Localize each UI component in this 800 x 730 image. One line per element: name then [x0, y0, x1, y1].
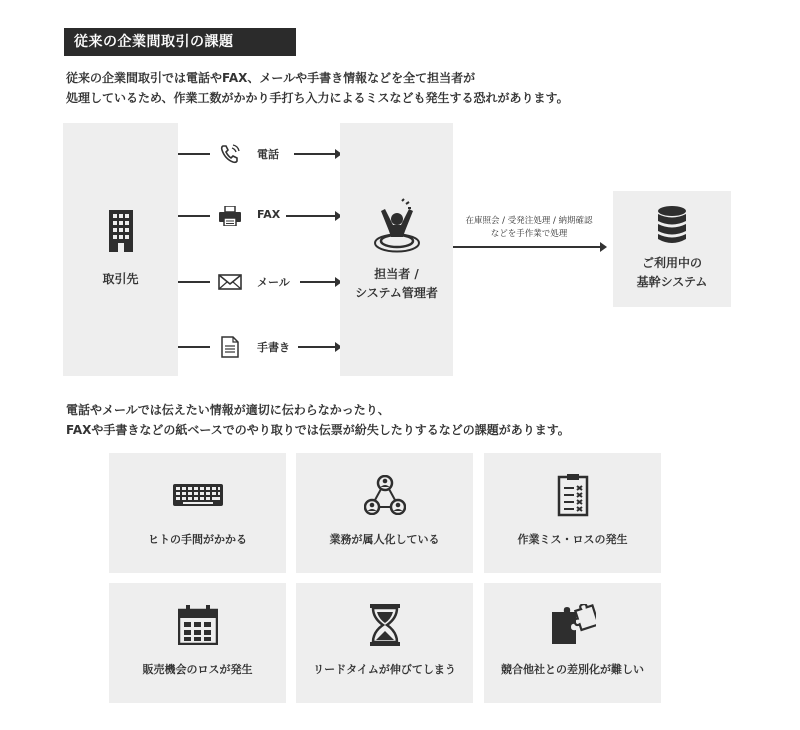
intro-line-1: 従来の企業間取引では電話やFAX、メールや手書き情報などを全て担当者が — [66, 71, 476, 85]
connector-line — [178, 281, 210, 283]
issue-card — [109, 583, 286, 703]
arrow-right — [294, 153, 340, 155]
staff-label-1: 担当者 / — [374, 266, 419, 281]
section-heading: 従来の企業間取引の課題 — [64, 28, 296, 56]
database-icon — [657, 206, 687, 244]
staff-box — [340, 123, 453, 376]
channel-handwritten — [178, 337, 340, 357]
intro-line-2: 処理しているため、作業工数がかかり手打ち入力によるミスなども発生する恐れがあります。 — [66, 91, 569, 105]
issue-card — [296, 453, 473, 573]
mail-icon — [218, 272, 242, 292]
issue-label: リードタイムが伸びてしまう — [313, 663, 456, 676]
mid-line-1: 電話やメールでは伝えたい情報が適切に伝わらなかったり、 — [66, 403, 390, 417]
issue-card — [296, 583, 473, 703]
calendar-icon — [178, 603, 218, 647]
connector-line — [178, 346, 210, 348]
channel-fax — [178, 206, 340, 226]
checklist-icon — [557, 473, 589, 517]
channel-label: 手書き — [257, 341, 290, 354]
process-label — [453, 215, 605, 241]
hourglass-icon — [370, 603, 400, 647]
mid-line-2: FAXや手書きなどの紙ベースでのやり取りでは伝票が紛失したりするなどの課題があります。 — [66, 423, 570, 437]
arrow-right — [286, 215, 340, 217]
client-box — [63, 123, 178, 376]
issue-label: 作業ミス・ロスの発生 — [517, 533, 628, 546]
connector-line — [178, 153, 210, 155]
system-box — [613, 191, 731, 307]
channel-label: FAX — [257, 208, 281, 221]
channel-mail — [178, 272, 340, 292]
issue-label: 販売機会のロスが発生 — [142, 663, 253, 676]
channel-phone — [178, 144, 340, 164]
people-network-icon — [364, 473, 406, 517]
process-line-1: 在庫照会 / 受発注処理 / 納期確認 — [465, 216, 593, 226]
issue-label: 業務が属人化している — [329, 533, 440, 546]
issue-label: 競合他社との差別化が難しい — [501, 663, 644, 676]
document-icon — [218, 337, 242, 357]
connector-line — [178, 215, 210, 217]
issue-label: ヒトの手間がかかる — [148, 533, 247, 546]
staff-label-2: システム管理者 — [355, 285, 438, 300]
process-arrow — [453, 246, 605, 248]
channel-label: メール — [257, 276, 290, 289]
intro-text — [66, 68, 766, 108]
issue-card — [109, 453, 286, 573]
issue-intro-text — [66, 400, 766, 440]
issue-card — [484, 453, 661, 573]
arrow-right — [300, 281, 340, 283]
puzzle-icon — [550, 603, 596, 647]
system-label-2: 基幹システム — [636, 275, 708, 289]
channel-label: 電話 — [257, 148, 279, 161]
phone-icon — [218, 144, 242, 164]
system-label-1: ご利用中の — [641, 256, 702, 270]
keyboard-icon — [173, 473, 223, 517]
process-line-2: などを手作業で処理 — [490, 229, 568, 239]
overwhelmed-person-icon — [373, 197, 421, 253]
client-label: 取引先 — [102, 272, 139, 286]
fax-icon — [218, 206, 242, 226]
issue-card — [484, 583, 661, 703]
arrow-right — [298, 346, 340, 348]
building-icon — [108, 210, 134, 252]
